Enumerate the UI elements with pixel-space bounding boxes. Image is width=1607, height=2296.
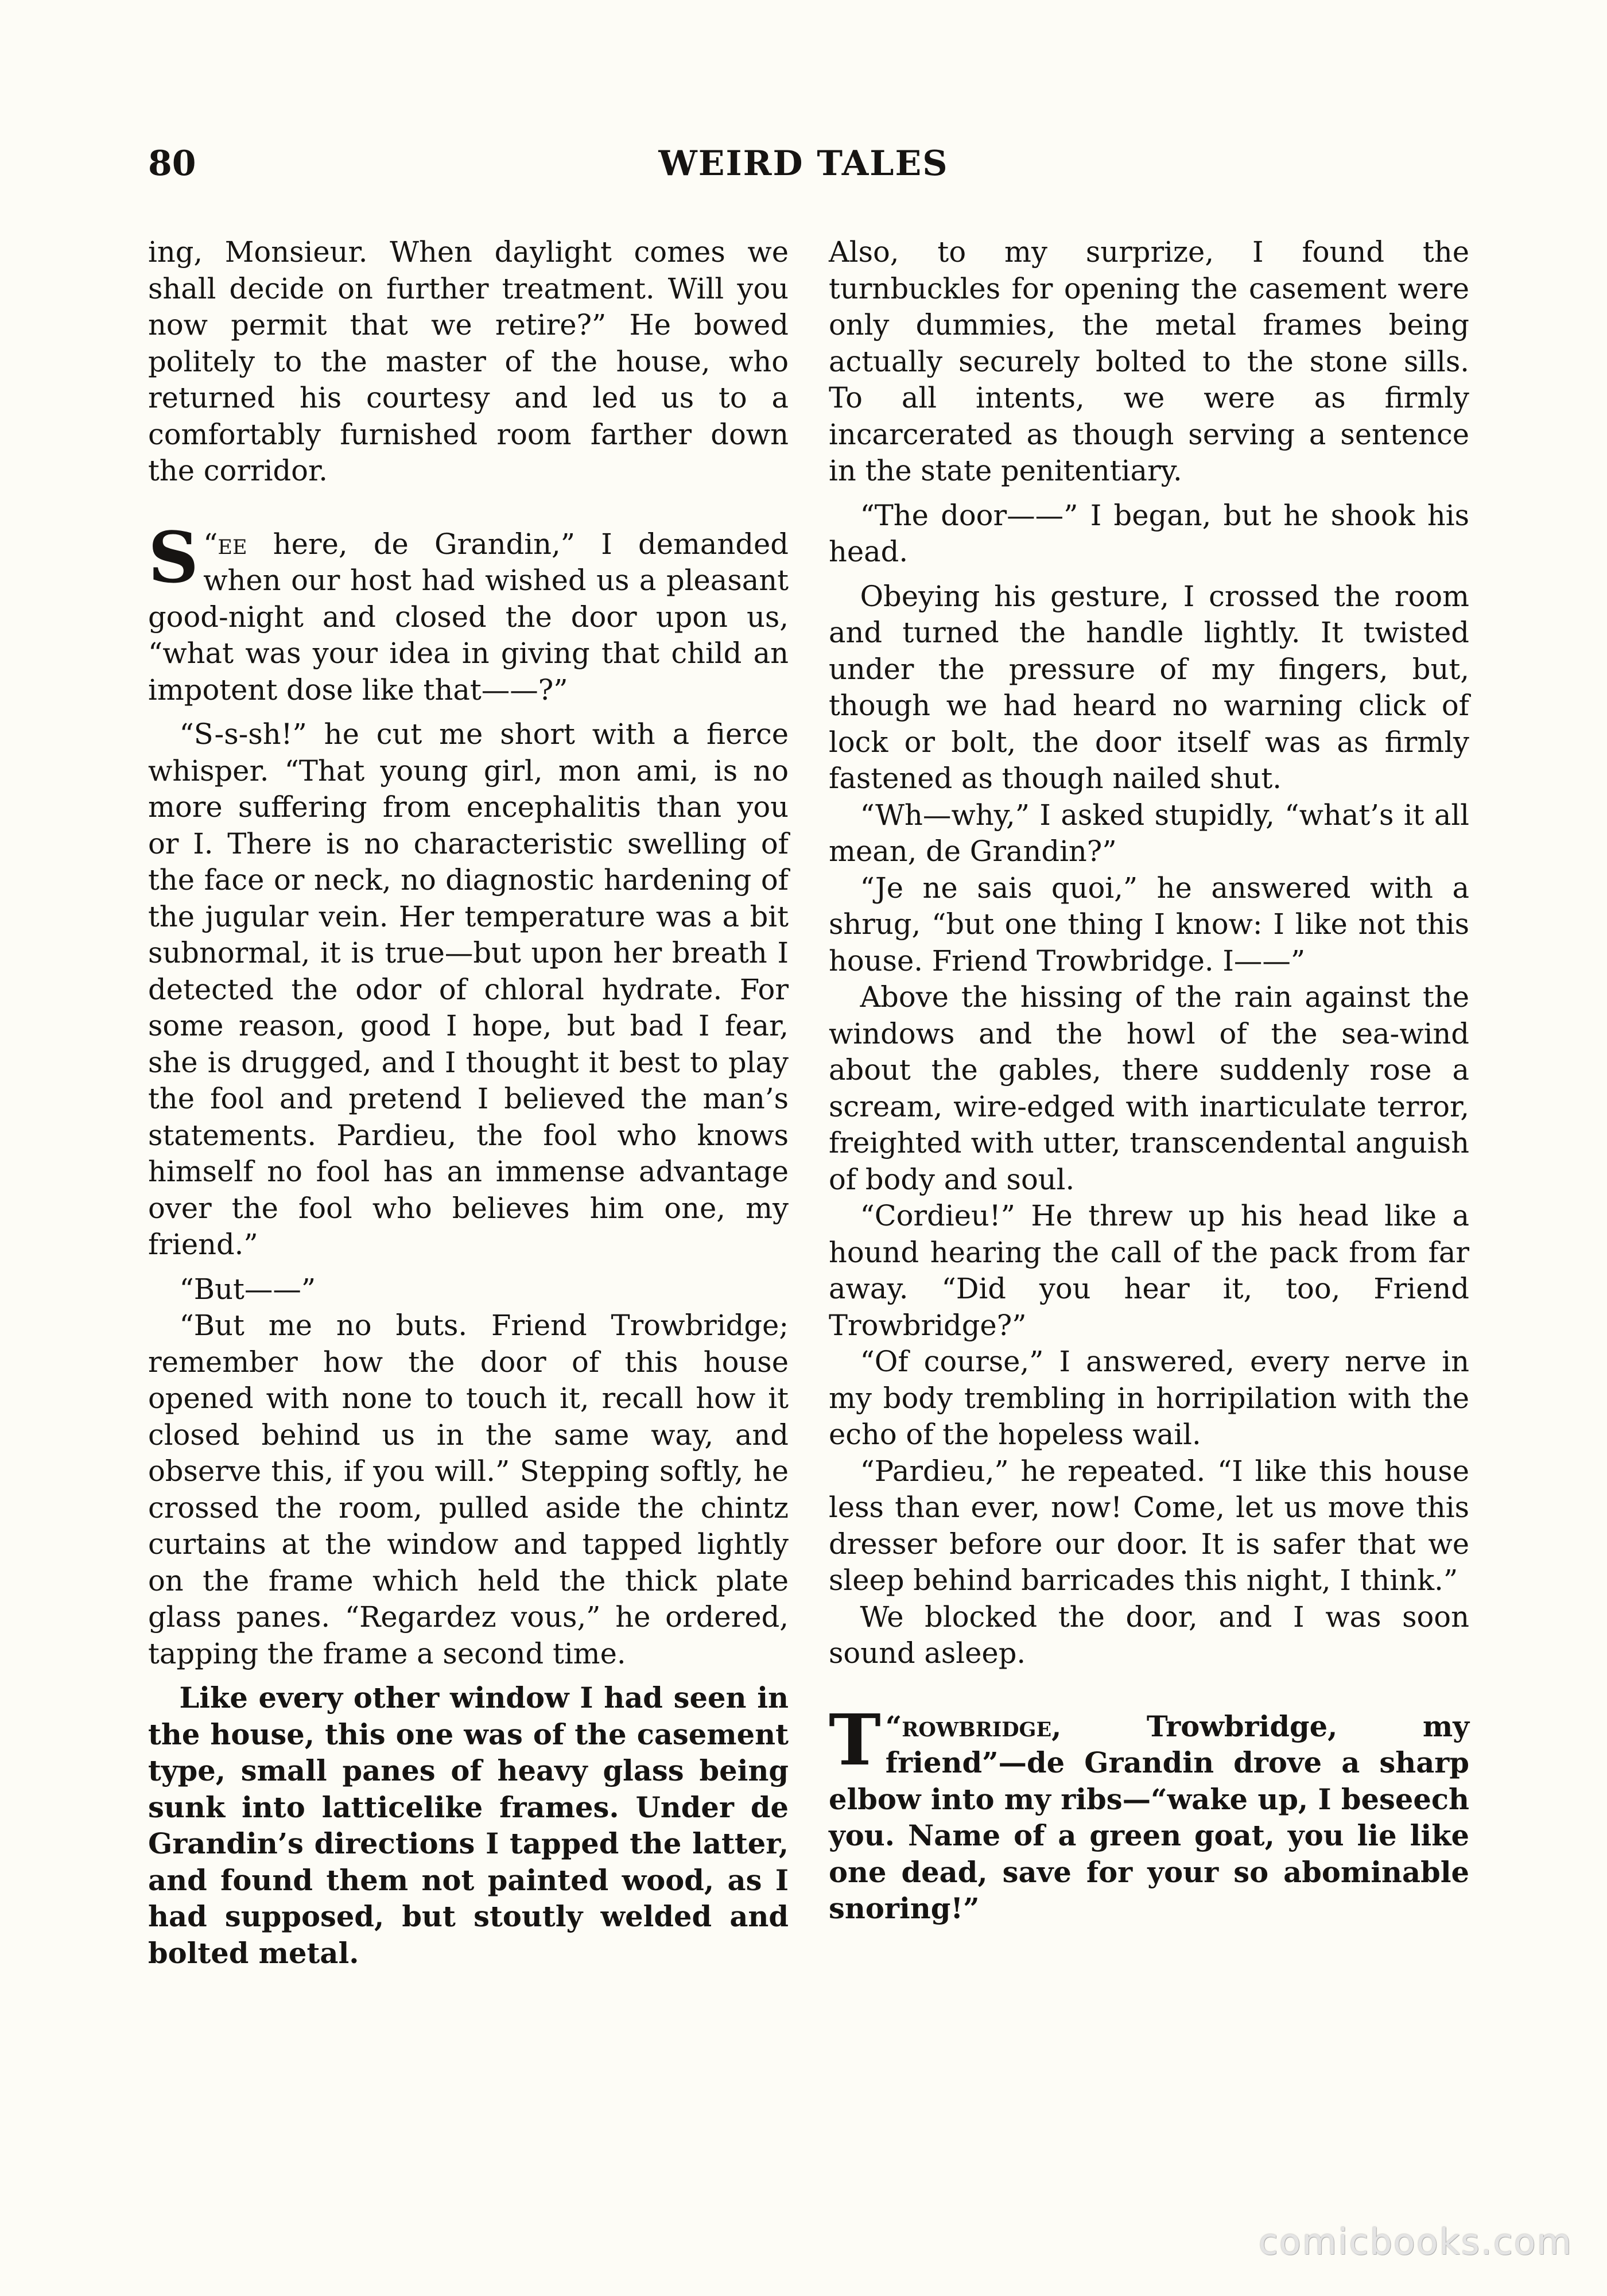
paragraph: “Wh—why,” I asked stupidly, “what’s it all mean, de Grandin?” <box>829 798 1469 868</box>
paragraph: Obeying his gesture, I crossed the room and turned the handle lightly. It twisted under the pressure of my fingers, but, though we had heard no warning click of lock or bolt, the door itself was as firmly fastened as though nailed shut. <box>829 579 1469 795</box>
left-column <box>148 234 789 1972</box>
paragraph: “But me no buts. Friend Trowbridge; remember how the door of this house opened with none to touch it, recall how it closed behind us in the same way, and observe this, if you will.” Stepping softly, he crossed the room, pulled aside the chintz curtains at the window and tapped lightly on the frame which held the thick plate glass panes. “Regardez vous,” he ordered, tapping the frame a second time. <box>148 1309 789 1670</box>
open-quote: “ <box>885 1709 902 1743</box>
paragraph-text: Trowbridge, my friend”—de Grandin drove a sharp elbow into my ribs—“wake up, I beseech you. Name of a green goat, you lie like one dead, save for your so abominable snoring!” <box>829 1709 1469 1925</box>
watermark: comicbooks.com <box>1258 2221 1573 2263</box>
small-caps-lead: rowbridge, <box>902 1709 1062 1743</box>
paragraph: “The door——” I began, but he shook his head. <box>829 498 1469 568</box>
paragraph-section-start <box>829 1698 1469 1927</box>
page-number: 80 <box>148 144 196 184</box>
paragraph: “Je ne sais quoi,” he answered with a shrug, “but one thing I know: I like not this house. Friend Trowbridge. I——” <box>829 871 1469 978</box>
paragraph-text: here, de Grandin,” I demanded when our host had wished us a pleasant good-night and closed the door upon us, “what was your idea in giving that child an impotent dose like that——?” <box>148 527 789 707</box>
small-caps-lead: ee <box>218 527 247 561</box>
paragraph: Like every other window I had seen in the house, this one was of the casement type, small panes of heavy glass being sunk into latticelike frames. Under de Grandin’s directions I tapped the latter, and found them not painted wood, as I had supposed, but stoutly welded and bolted metal. <box>148 1681 789 1970</box>
paragraph: “But——” <box>179 1272 316 1306</box>
drop-cap: S <box>148 515 199 599</box>
running-title: WEIRD TALES <box>658 144 949 184</box>
paragraph-section-start <box>148 515 789 709</box>
open-quote: “ <box>203 527 218 561</box>
drop-cap: T <box>829 1698 881 1781</box>
paragraph: “Cordieu!” He threw up his head like a hound hearing the call of the pack from far away. “Did you hear it, too, Friend Trowbridge?” <box>829 1199 1469 1342</box>
paragraph: We blocked the door, and I was soon sound asleep. <box>829 1600 1469 1670</box>
paragraph: ing, Monsieur. When daylight comes we shall decide on further treatment. Will you now permit that we retire?” He bowed politely to the master of the house, who returned his courtesy and led us to a comfortably furnished room farther down the corridor. <box>148 235 789 487</box>
paragraph: “Pardieu,” he repeated. “I like this house less than ever, now! Come, let us move this dresser before our door. It is safer that we sleep behind barricades this night, I think.” <box>829 1454 1469 1597</box>
paragraph: “S-s-sh!” he cut me short with a fierce whisper. “That young girl, mon ami, is no more suffering from encephalitis than you or I. There is no characteristic swelling of the face or neck, no diagnostic hardening of the jugular vein. Her temperature was a bit subnormal, it is true—but upon her breath I detected the odor of chloral hydrate. For some reason, good I hope, but bad I fear, she is drugged, and I thought it best to play the fool and pretend I believed the man’s statements. Pardieu, the fool who knows himself no fool has an immense advantage over the fool who believes him one, my friend.” <box>148 718 789 1261</box>
paragraph: Above the hissing of the rain against the windows and the howl of the sea-wind about the gables, there suddenly rose a scream, wire-edged with inarticulate terror, freighted with utter, transcendental anguish of body and soul. <box>829 980 1469 1196</box>
right-column <box>829 234 1469 1927</box>
paragraph: Also, to my surprize, I found the turnbuckles for opening the casement were only dummies, the metal frames being actually securely bolted to the stone sills. To all intents, we were as firmly incarcerated as though serving a sentence in the state penitentiary. <box>829 235 1469 487</box>
paragraph: “Of course,” I answered, every nerve in my body trembling in horripilation with the echo of the hopeless wail. <box>829 1345 1469 1451</box>
